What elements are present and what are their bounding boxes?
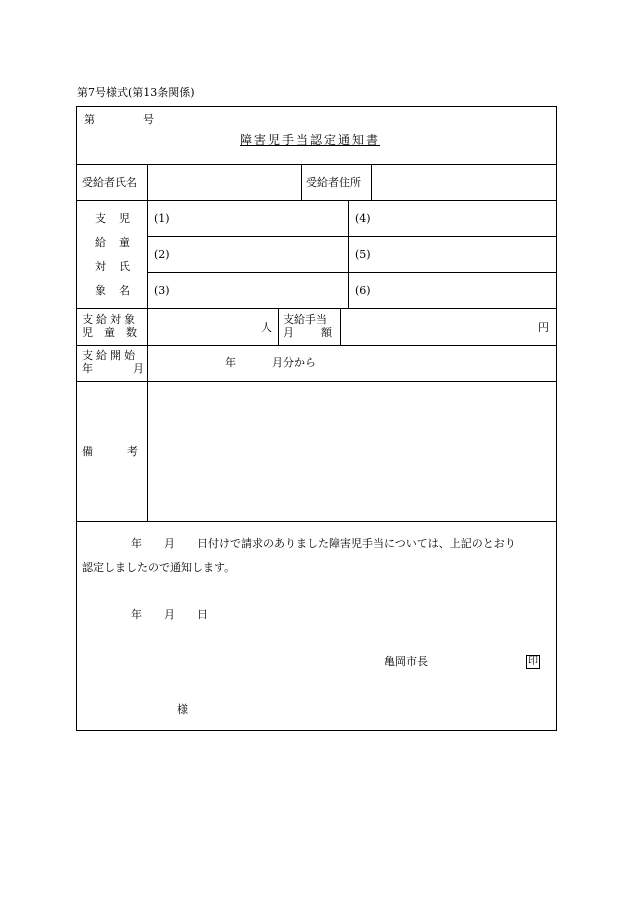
- document-title: 障害児手当認定通知書: [240, 133, 381, 147]
- children-label-char: 支: [95, 212, 106, 225]
- monthly-amount-label-line2: 月額: [283, 326, 359, 339]
- child-slot-3: (3): [154, 284, 170, 297]
- notice-date: 年 月 日: [131, 608, 208, 621]
- row-divider: [147, 272, 557, 273]
- notice-line1: 年 月 日付けで請求のありました障害児手当については、上記のとおり: [131, 537, 516, 550]
- column-divider: [371, 164, 372, 200]
- column-divider: [278, 308, 279, 345]
- row-divider: [147, 236, 557, 237]
- row-divider: [76, 200, 557, 201]
- children-label-char: 対: [95, 260, 106, 273]
- start-month-suffix: 月分から: [272, 356, 316, 369]
- monthly-amount-unit: 円: [538, 321, 549, 334]
- monthly-amount-label-line1: 支給手当: [283, 313, 327, 326]
- issuer-name: 亀岡市長: [384, 655, 428, 668]
- child-slot-5: (5): [355, 248, 371, 261]
- recipient-address-label: 受給者住所: [306, 176, 361, 189]
- seal-mark: 印: [528, 656, 538, 667]
- row-divider: [76, 521, 557, 522]
- children-label-char: 象: [95, 284, 106, 297]
- column-divider: [348, 200, 349, 308]
- children-label-char: 児: [119, 212, 130, 225]
- children-label-char: 童: [119, 236, 130, 249]
- start-label-line2: 年月: [82, 362, 184, 375]
- number-prefix: 第: [84, 113, 95, 126]
- number-suffix: 号: [143, 113, 154, 126]
- children-label-char: 名: [119, 284, 130, 297]
- column-divider: [301, 164, 302, 200]
- child-slot-2: (2): [154, 248, 170, 261]
- start-year-unit: 年: [225, 356, 236, 369]
- row-divider: [76, 381, 557, 382]
- start-label-line1: 支給開始: [82, 349, 138, 362]
- child-slot-6: (6): [355, 284, 371, 297]
- child-count-label-line1: 支給対象: [82, 313, 138, 326]
- row-divider: [76, 345, 557, 346]
- row-divider: [76, 308, 557, 309]
- children-label-char: 氏: [119, 260, 130, 273]
- child-count-label-line2: 児童数: [82, 326, 148, 339]
- notice-line2: 認定しましたので通知します。: [82, 561, 236, 574]
- form-label: 第7号様式(第13条関係): [77, 86, 195, 99]
- row-divider: [76, 164, 557, 165]
- child-slot-4: (4): [355, 212, 371, 225]
- remarks-label: 備 考: [82, 445, 142, 458]
- children-label-char: 給: [95, 236, 106, 249]
- addressee-honorific: 様: [177, 703, 188, 716]
- column-divider: [147, 164, 148, 521]
- child-slot-1: (1): [154, 212, 170, 225]
- child-count-unit: 人: [261, 321, 272, 334]
- recipient-name-label: 受給者氏名: [82, 176, 137, 189]
